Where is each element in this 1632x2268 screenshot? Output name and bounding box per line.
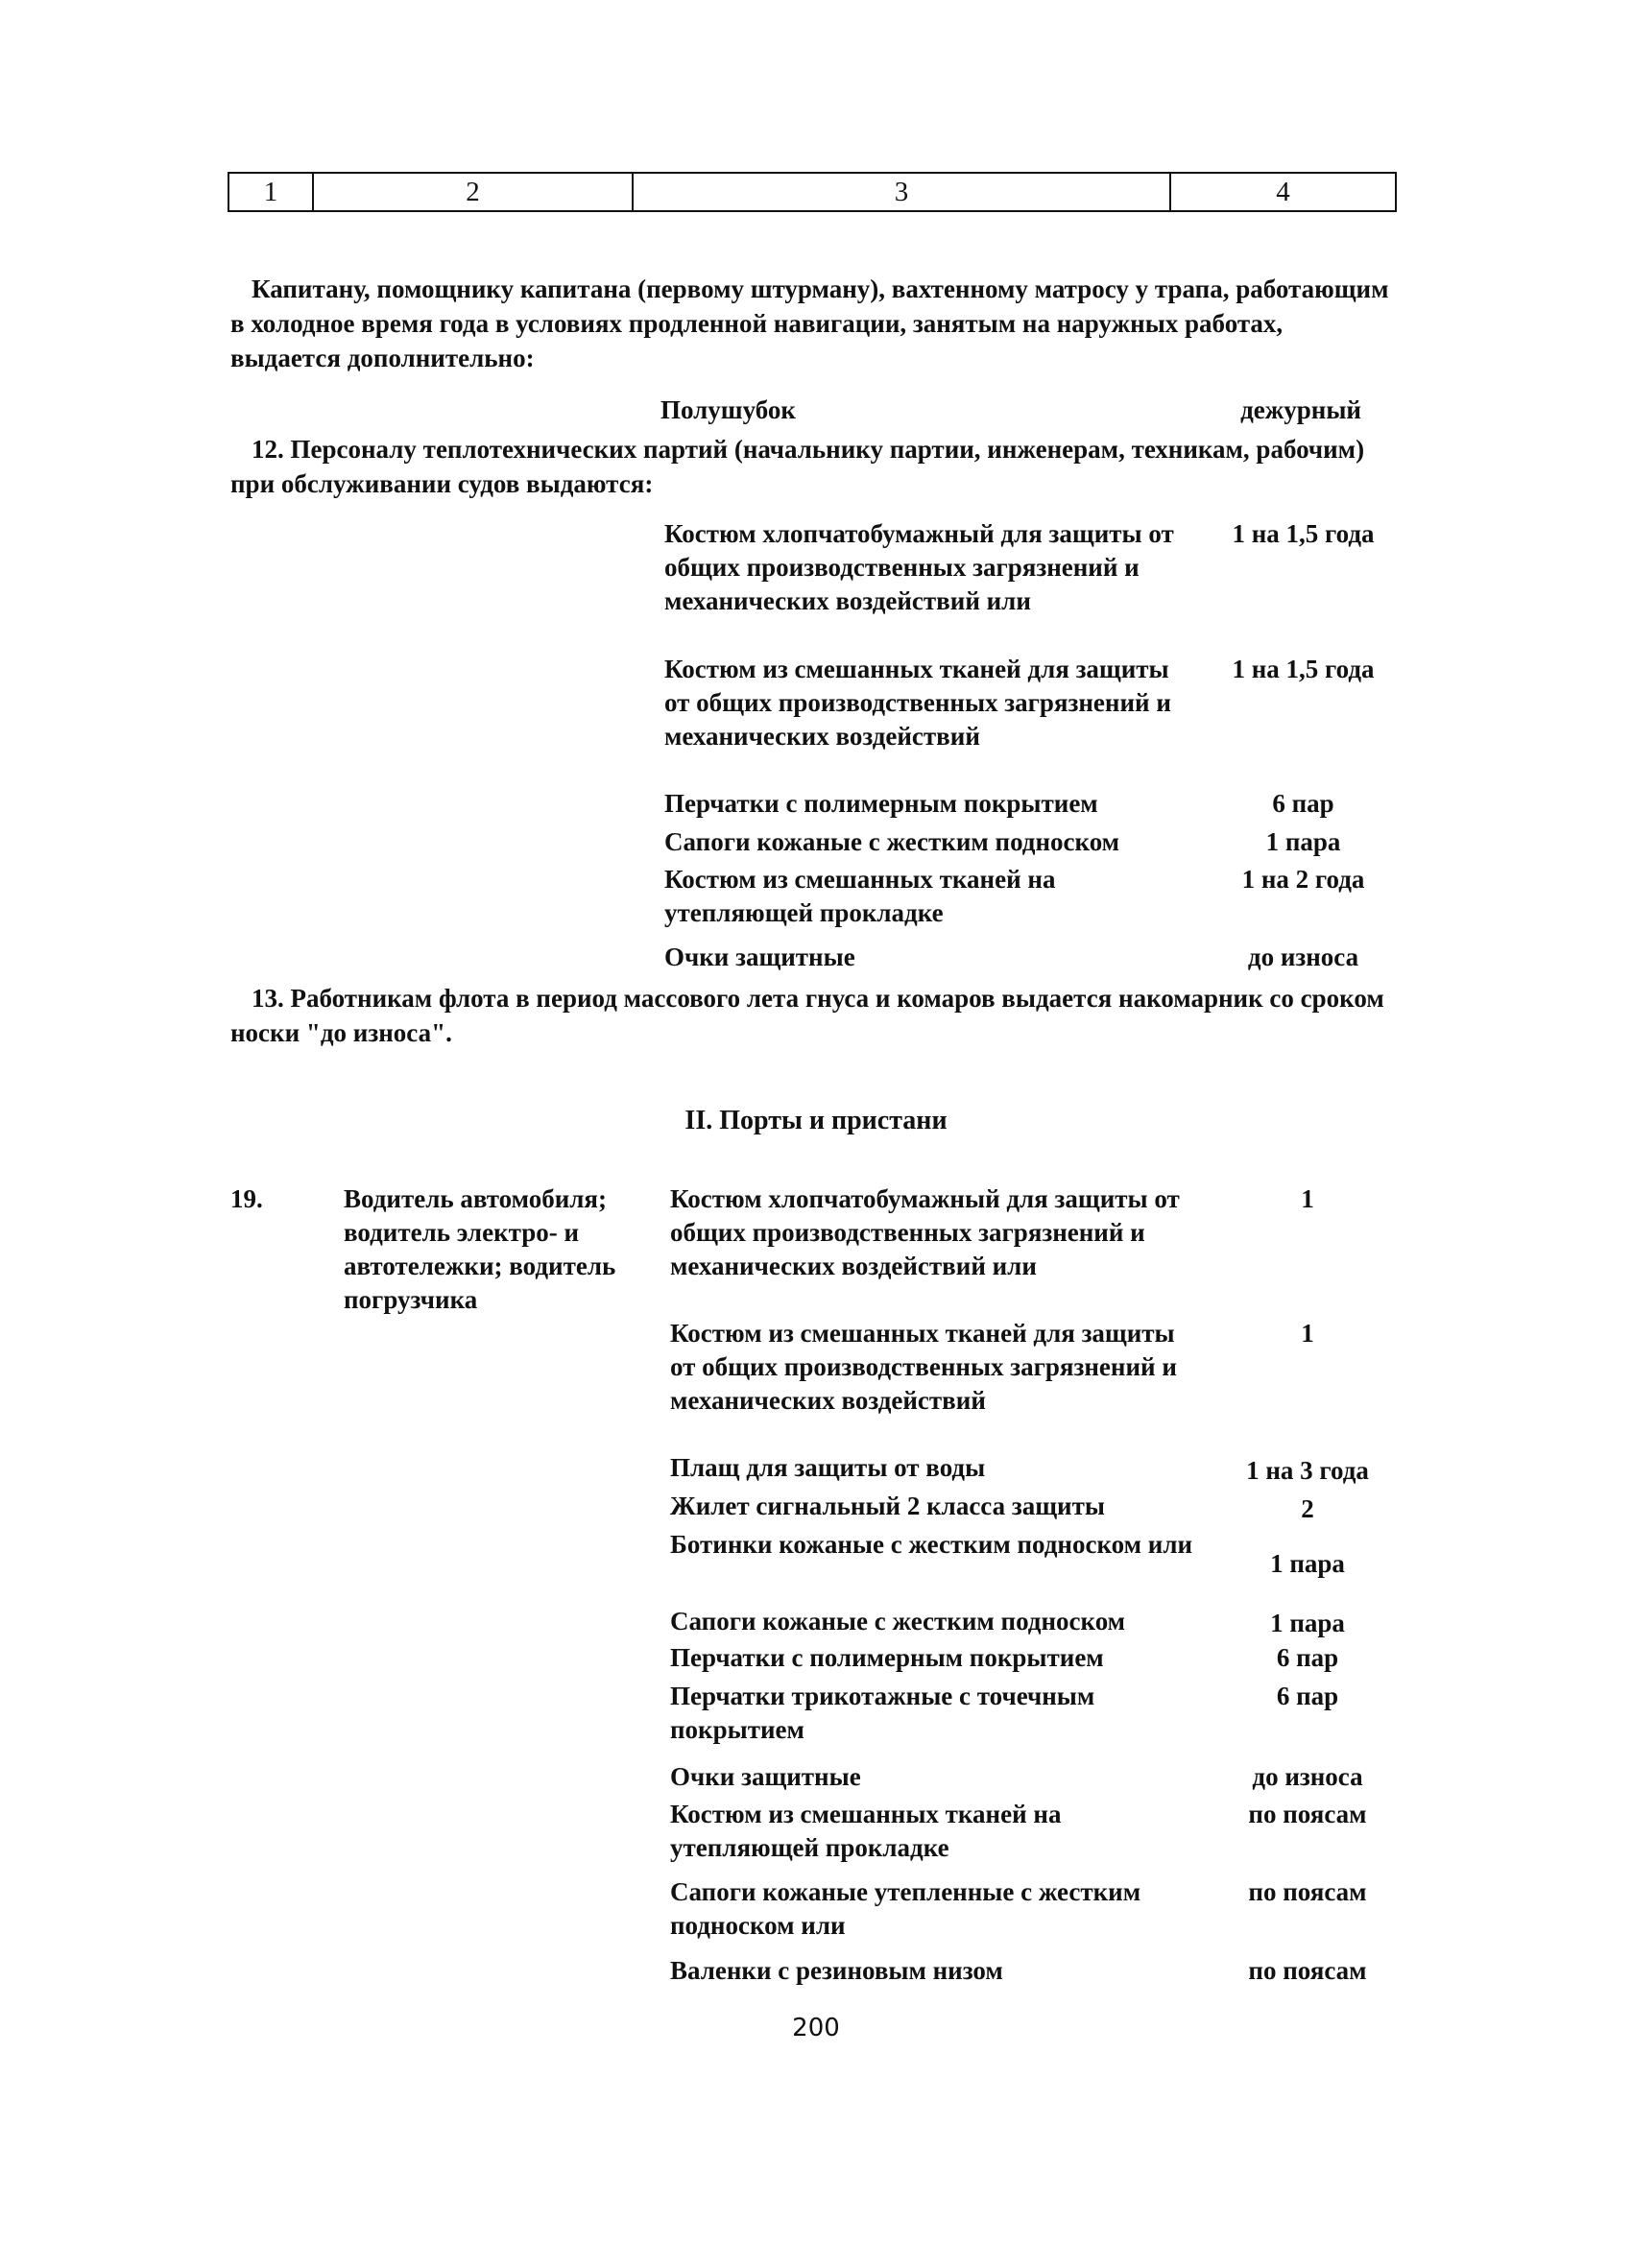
profession-name: Водитель автомобиля; водитель электро- и автотележки; водитель погрузчика [344, 1184, 616, 1314]
row-19-item-norm: 6 пар [1276, 1682, 1339, 1710]
row-19-item-name: Перчатки трикотажные с точечным покрытием [670, 1682, 1095, 1744]
row-19-item-norm: по поясам [1248, 1877, 1367, 1906]
point-12-item-name: Костюм из смешанных тканей на утепляющей прокладке [664, 865, 1056, 927]
row-19-item-norm: 1 [1301, 1184, 1314, 1213]
point-12-item-name: Сапоги кожаные с жестким подноском [664, 827, 1120, 856]
column-number: 1 [229, 174, 314, 210]
point-12-item-name: Костюм хлопчатобумажный для защиты от общих производственных загрязнений и механических воздействий или [664, 519, 1174, 615]
row-19-item-name: Сапоги кожаные утепленные с жестким подноском или [670, 1877, 1141, 1940]
point-12-item-norm: 1 на 1,5 года [1232, 655, 1375, 683]
row-19-item-name: Сапоги кожаные с жестким подноском [670, 1607, 1126, 1635]
section-title: II. Порты и пристани [684, 1106, 948, 1135]
row-19-item-name: Плащ для защиты от воды [670, 1453, 986, 1482]
row-19-item-name: Костюм хлопчатобумажный для защиты от общих производственных загрязнений и механических воздействий или [670, 1184, 1180, 1280]
row-19-item-norm: по поясам [1248, 1800, 1367, 1828]
row-19-item-name: Жилет сигнальный 2 класса защиты [670, 1492, 1105, 1520]
column-number-header [228, 172, 1397, 212]
row-19-item-name: Ботинки кожаные с жестким подноском или [670, 1530, 1193, 1559]
intro-paragraph: Капитану, помощнику капитана (первому штурману), вахтенному матросу у трапа, работающим в холодное время года в условиях продленной навигации, занятым на наружных работах, выдается дополнительно: [230, 275, 1389, 372]
row-number: 19. [230, 1184, 263, 1213]
intro-item-norm: дежурный [1240, 395, 1361, 424]
point-12-item-norm: 1 на 2 года [1241, 865, 1365, 894]
row-19-item-norm: 1 [1301, 1319, 1314, 1348]
point-12-item-norm: 1 на 1,5 года [1232, 519, 1375, 548]
row-19-item-name: Валенки с резиновым низом [670, 1956, 1003, 1985]
row-19-item-norm: 1 пара [1270, 1609, 1345, 1637]
column-number: 3 [634, 174, 1171, 210]
point-12-item-norm: 1 пара [1265, 827, 1341, 856]
point-12-item-name: Перчатки с полимерным покрытием [664, 789, 1098, 818]
column-number: 2 [314, 174, 634, 210]
point-13-paragraph: 13. Работникам флота в период массового лета гнуса и комаров выдается накомарник со сроком носки "до износа". [230, 984, 1384, 1047]
intro-item-name: Полушубок [660, 395, 796, 424]
row-19-item-norm: 1 на 3 года [1246, 1456, 1369, 1485]
point-12-item-name: Очки защитные [664, 943, 855, 971]
row-19-item-norm: 6 пар [1276, 1643, 1339, 1672]
row-19-item-name: Костюм из смешанных тканей для защиты от общих производственных загрязнений и механических воздействий [670, 1319, 1177, 1415]
row-19-item-norm: по поясам [1248, 1956, 1367, 1985]
point-12-item-norm: 6 пар [1272, 789, 1334, 818]
row-19-item-name: Очки защитные [670, 1762, 861, 1791]
point-12-item-norm: до износа [1247, 943, 1359, 971]
row-19-item-norm: 1 пара [1270, 1549, 1345, 1578]
column-number: 4 [1276, 176, 1290, 207]
row-19-item-norm: 2 [1301, 1494, 1314, 1523]
point-12-paragraph: 12. Персоналу теплотехнических партий (начальнику партии, инженерам, техникам, рабочим) при обслуживании судов выдаются: [230, 435, 1365, 498]
row-19-item-name: Перчатки с полимерным покрытием [670, 1643, 1104, 1672]
row-19-item-name: Костюм из смешанных тканей на утепляющей прокладке [670, 1800, 1062, 1862]
page-number: 200 [792, 2014, 840, 2042]
point-12-item-name: Костюм из смешанных тканей для защиты от общих производственных загрязнений и механических воздействий [664, 655, 1171, 751]
row-19-item-norm: до износа [1252, 1762, 1363, 1791]
